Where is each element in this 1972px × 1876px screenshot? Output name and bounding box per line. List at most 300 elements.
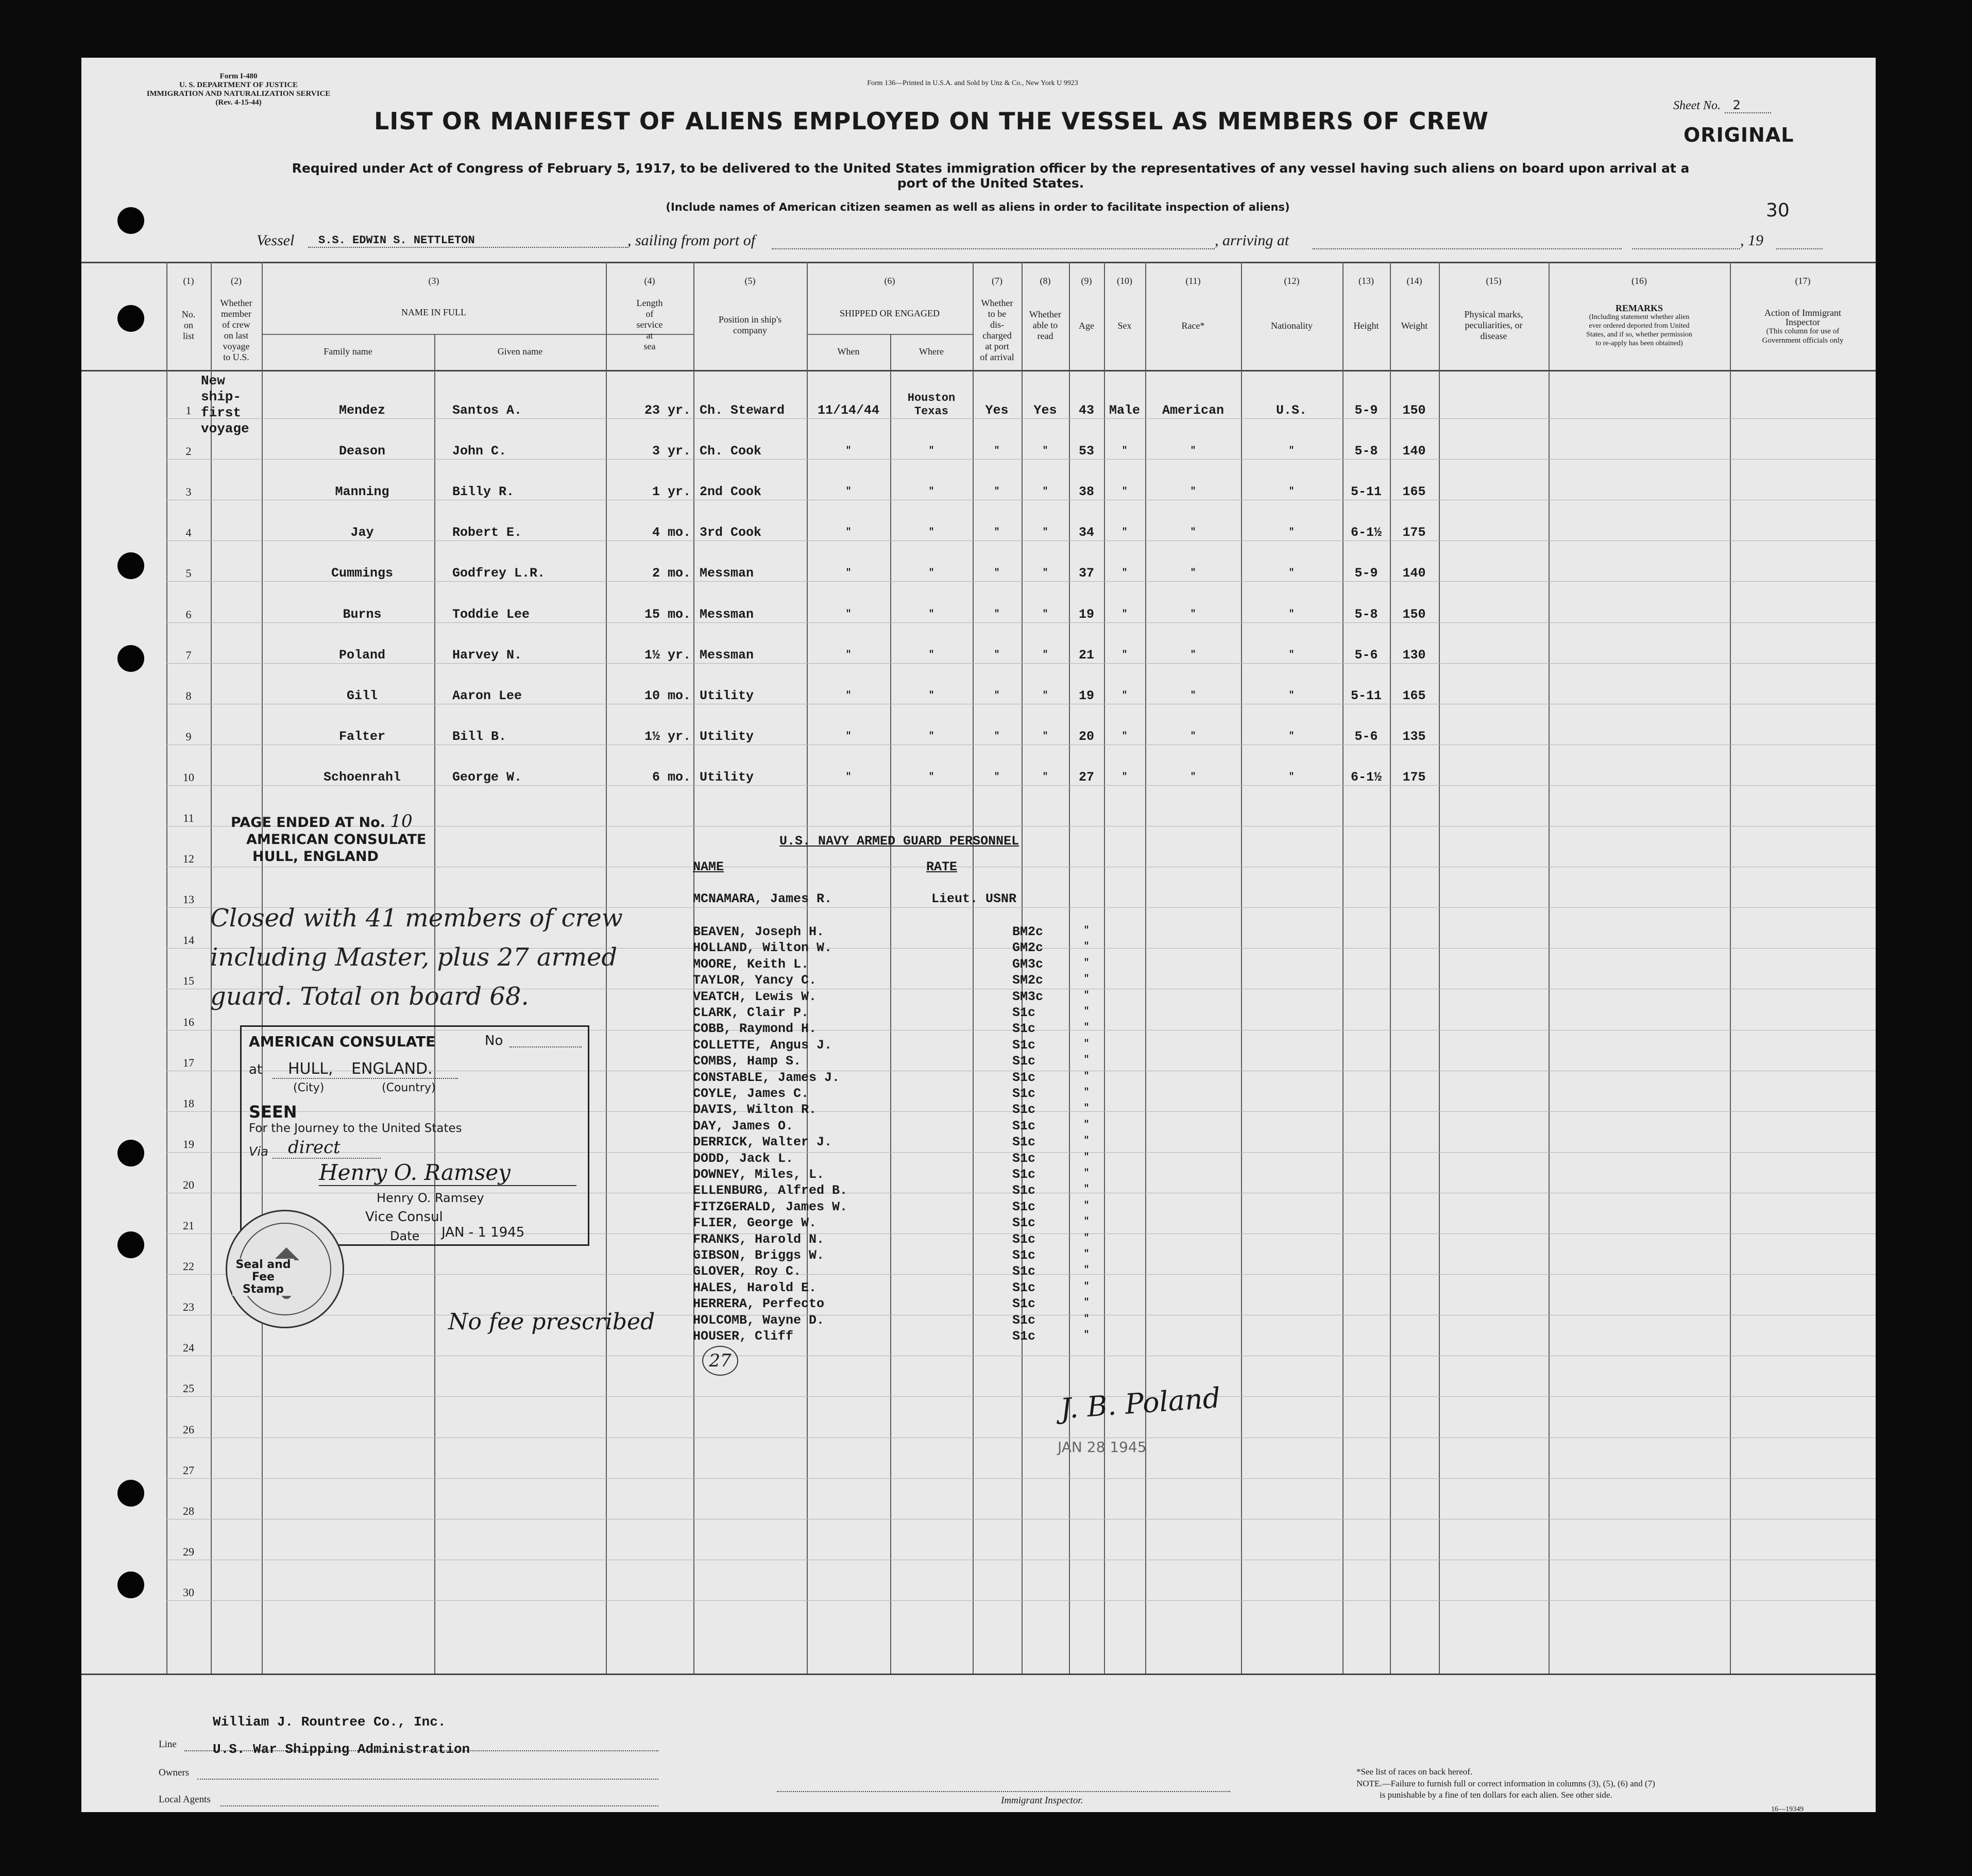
column-header-height: Height	[1353, 320, 1379, 331]
navy-member-name: BEAVEN, Joseph H.	[693, 924, 825, 939]
crew-family-name: Deason	[338, 444, 385, 459]
ditto-mark: "	[1190, 650, 1196, 660]
printer-line: Form 136—Printed in U.S.A. and Sold by Unz & Co., New York U 9923	[867, 79, 1078, 87]
ditto-mark: "	[1190, 772, 1196, 782]
crew-age: 19	[1078, 688, 1094, 703]
crew-family-name: Mendez	[338, 403, 385, 418]
row-number: 30	[183, 1586, 194, 1599]
navy-member-name: ELLENBURG, Alfred B.	[693, 1183, 848, 1198]
crew-weight: 175	[1402, 525, 1426, 540]
row-number: 24	[183, 1341, 194, 1354]
ditto-mark: "	[1042, 690, 1048, 701]
ditto-mark: "	[1121, 609, 1128, 619]
ditto-mark: "	[1083, 1201, 1090, 1211]
footer-note-line2: is punishable by a fine of ten dollars for each alien. See other side.	[1380, 1790, 1612, 1800]
vice-consul-name: Henry O. Ramsey	[377, 1191, 484, 1205]
ditto-mark: "	[1083, 1249, 1090, 1259]
ditto-mark: "	[845, 446, 852, 456]
row-rule	[166, 1396, 1876, 1397]
navy-member-rate: S1c	[1012, 1215, 1036, 1230]
navy-member-name: CONSTABLE, James J.	[693, 1070, 840, 1085]
crew-given-name: Robert E.	[452, 525, 522, 540]
ditto-mark: "	[1083, 1103, 1090, 1113]
ditto-mark: "	[928, 568, 934, 578]
navy-officer-name: MCNAMARA, James R.	[693, 891, 832, 906]
crew-weight: 140	[1402, 566, 1426, 581]
row-number: 9	[185, 730, 192, 743]
form-title: LIST OR MANIFEST OF ALIENS EMPLOYED ON THE VESSEL AS MEMBERS OF CREW	[373, 107, 1489, 135]
footer-line-label: Line	[159, 1739, 177, 1750]
crew-age: 27	[1078, 770, 1094, 785]
year-label: , 19	[1740, 232, 1763, 249]
punch-hole	[117, 1231, 144, 1258]
row-number: 10	[183, 771, 194, 784]
ditto-mark: "	[1288, 609, 1295, 619]
navy-member-name: COYLE, James C.	[693, 1086, 809, 1101]
row-number: 3	[185, 485, 192, 498]
page-ended-consulate: AMERICAN CONSULATE	[246, 832, 427, 848]
row-number: 2	[185, 445, 192, 458]
crew-height: 5-9	[1354, 566, 1378, 581]
crew-given-name: Santos A.	[452, 403, 522, 418]
crew-where-city: Houston	[907, 392, 956, 404]
crew-service-length: 1 yr.	[652, 484, 691, 499]
footer-owners-rule	[197, 1779, 658, 1780]
ditto-mark: "	[1288, 446, 1295, 456]
column-header-name: NAME IN FULL	[401, 307, 466, 317]
ditto-mark: "	[1083, 990, 1090, 1001]
ditto-mark: "	[1083, 1168, 1090, 1178]
footer-race-note: *See list of races on back hereof.	[1356, 1767, 1473, 1777]
page-ended-number: 10	[390, 811, 413, 832]
row-rule	[166, 1478, 1876, 1479]
ditto-mark: "	[1288, 772, 1295, 782]
consulate-country: ENGLAND.	[351, 1060, 433, 1078]
crew-service-length: 3 yr.	[652, 444, 691, 459]
punch-hole	[117, 1571, 144, 1598]
ditto-mark: "	[1121, 650, 1128, 660]
crew-age: 34	[1078, 525, 1094, 540]
column-header-list-no: No. on list	[181, 309, 196, 341]
vessel-name: S.S. EDWIN S. NETTLETON	[308, 234, 627, 248]
page-ended-stamp	[231, 813, 483, 865]
crew-position: Utility	[700, 688, 754, 703]
ditto-mark: "	[1121, 446, 1128, 456]
ditto-mark: "	[1083, 925, 1090, 936]
column-number: (4)	[644, 276, 655, 286]
column-number: (12)	[1284, 276, 1300, 286]
column-number: (1)	[183, 276, 194, 286]
crew-discharged: Yes	[985, 403, 1009, 418]
navy-member-name: TAYLOR, Yancy C.	[693, 973, 817, 988]
column-header-family-name: Family name	[324, 346, 372, 357]
ditto-mark: "	[845, 731, 852, 741]
crew-height: 5-11	[1350, 484, 1382, 499]
ditto-mark: "	[1083, 1233, 1090, 1243]
row-number: 15	[183, 974, 194, 987]
navy-member-name: FITZGERALD, James W.	[693, 1199, 848, 1214]
ditto-mark: "	[1083, 941, 1090, 952]
crew-service-length: 2 mo.	[652, 566, 691, 581]
row-rule	[166, 622, 1876, 623]
navy-member-name: HALES, Harold E.	[693, 1280, 817, 1295]
ditto-mark: "	[1083, 1281, 1090, 1292]
ditto-mark: "	[994, 772, 1000, 782]
navy-member-rate: S1c	[1012, 1070, 1036, 1085]
row-number: 1	[185, 404, 192, 417]
consulate-stamp-title: AMERICAN CONSULATE	[249, 1033, 436, 1050]
crew-given-name: Harvey N.	[452, 648, 522, 663]
crew-age: 21	[1078, 648, 1094, 663]
row-number: 29	[183, 1545, 194, 1558]
crew-weight: 135	[1402, 729, 1426, 744]
row-number: 23	[183, 1300, 194, 1313]
crew-given-name: John C.	[452, 444, 507, 459]
vessel-label: Vessel	[257, 232, 295, 249]
ditto-mark: "	[928, 731, 934, 741]
ditto-mark: "	[1190, 446, 1196, 456]
row-number: 16	[183, 1016, 194, 1028]
navy-member-name: HOLCOMB, Wayne D.	[693, 1313, 825, 1328]
sailing-label: , sailing from port of	[627, 232, 756, 249]
row-number: 7	[185, 649, 192, 662]
ditto-mark: "	[1083, 1071, 1090, 1081]
crew-sex: Male	[1109, 403, 1140, 418]
navy-member-rate: S1c	[1012, 1199, 1036, 1214]
navy-member-name: COMBS, Hamp S.	[693, 1054, 802, 1069]
ditto-mark: "	[1042, 650, 1048, 660]
navy-member-name: DERRICK, Walter J.	[693, 1135, 832, 1150]
navy-member-name: DAY, James O.	[693, 1119, 794, 1134]
ditto-mark: "	[1121, 772, 1128, 782]
column-number: (14)	[1406, 276, 1422, 286]
row-number: 5	[185, 567, 192, 580]
column-number: (11)	[1185, 276, 1201, 286]
seen-label: SEEN	[249, 1102, 297, 1122]
crew-position: Ch. Cook	[700, 444, 762, 459]
row-number: 18	[183, 1097, 194, 1110]
table-top-rule	[81, 262, 1876, 263]
manifest-sheet	[81, 58, 1876, 1812]
ditto-mark: "	[1190, 527, 1196, 537]
ditto-mark: "	[928, 527, 934, 537]
no-fee-note: No fee prescribed	[448, 1309, 655, 1335]
ditto-mark: "	[994, 731, 1000, 741]
crew-weight: 150	[1402, 403, 1426, 418]
navy-member-name: FRANKS, Harold N.	[693, 1232, 825, 1247]
row-number: 26	[183, 1423, 194, 1436]
crew-service-length: 15 mo.	[644, 607, 691, 622]
crew-given-name: Godfrey L.R.	[452, 566, 546, 581]
stamp-date-value: JAN - 1 1945	[441, 1225, 525, 1240]
country-caption: (Country)	[382, 1081, 436, 1094]
crew-position: Messman	[700, 607, 754, 622]
row-number: 22	[183, 1260, 194, 1273]
ditto-mark: "	[1042, 609, 1048, 619]
sheet-number-field	[1673, 98, 1802, 113]
crew-age: 19	[1078, 607, 1094, 622]
crew-position: 3rd Cook	[700, 525, 762, 540]
ditto-mark: "	[1121, 486, 1128, 497]
ditto-mark: "	[928, 486, 934, 497]
column-number: (13)	[1358, 276, 1374, 286]
navy-member-name: CLARK, Clair P.	[693, 1005, 809, 1020]
crew-height: 6-1½	[1350, 525, 1382, 540]
crew-when: 11/14/44	[817, 403, 880, 418]
navy-member-rate: SM2c	[1012, 973, 1044, 988]
navy-member-rate: S1c	[1012, 1038, 1036, 1053]
ditto-mark: "	[994, 690, 1000, 701]
crew-family-name: Cummings	[331, 566, 394, 581]
navy-member-rate: S1c	[1012, 1264, 1036, 1279]
ditto-mark: "	[1083, 1184, 1090, 1194]
year-field	[1776, 248, 1823, 249]
punch-hole	[117, 305, 144, 332]
ditto-mark: "	[1083, 1297, 1090, 1308]
column-rule	[973, 262, 974, 1674]
ditto-mark: "	[845, 772, 852, 782]
consulate-seal	[226, 1210, 344, 1328]
crew-where-state: Texas	[914, 405, 948, 418]
column-header-where: Where	[919, 346, 944, 357]
table-bottom-rule	[81, 1674, 1876, 1675]
row-rule	[166, 785, 1876, 786]
form-revision: (Rev. 4-15-44)	[215, 98, 262, 107]
navy-member-name: MOORE, Keith L.	[693, 957, 809, 972]
navy-member-rate: SM3c	[1012, 989, 1044, 1004]
row-number: 14	[183, 934, 194, 947]
requirement-line: Required under Act of Congress of February 5, 1917, to be delivered to the United States immigration officer by the representatives of any vessel having such aliens on board upon arrival at a	[292, 161, 1690, 176]
column-header-read: Whether able to read	[1029, 309, 1061, 341]
ditto-mark: "	[1083, 1330, 1090, 1340]
column-header-position: Position in ship's company	[718, 314, 782, 335]
row-number: 21	[183, 1219, 194, 1232]
ditto-mark: "	[1083, 1216, 1090, 1227]
crew-given-name: George W.	[452, 770, 522, 785]
crew-age: 53	[1078, 444, 1094, 459]
footer-agents-rule	[220, 1805, 658, 1806]
crew-position: Utility	[700, 729, 754, 744]
navy-member-rate: S1c	[1012, 1119, 1036, 1134]
column-number: (9)	[1081, 276, 1092, 286]
sheet-number: 2	[1725, 98, 1771, 113]
ditto-mark: "	[1083, 1265, 1090, 1275]
ditto-mark: "	[1288, 731, 1295, 741]
column-header-sex: Sex	[1117, 320, 1132, 331]
crew-family-name: Manning	[335, 484, 389, 499]
row-number: 6	[185, 608, 192, 621]
row-rule	[166, 459, 1876, 460]
crew-service-length: 1½ yr.	[644, 648, 691, 663]
crew-service-length: 4 mo.	[652, 525, 691, 540]
navy-member-rate: S1c	[1012, 1102, 1036, 1117]
ditto-mark: "	[1042, 568, 1048, 578]
service-name: IMMIGRATION AND NATURALIZATION SERVICE	[146, 90, 331, 98]
footer-form-code: 16—19349	[1771, 1805, 1804, 1813]
navy-name-header: NAME	[693, 859, 724, 874]
arriving-label: , arriving at	[1215, 232, 1289, 249]
navy-officer-rate: Lieut. USNR	[931, 891, 1017, 906]
navy-member-rate: S1c	[1012, 1054, 1036, 1069]
crew-age: 37	[1078, 566, 1094, 581]
ditto-mark: "	[928, 690, 934, 701]
navy-member-name: HERRERA, Perfecto	[693, 1296, 825, 1311]
crew-height: 5-11	[1350, 688, 1382, 703]
navy-member-name: DOWNEY, Miles, L.	[693, 1167, 825, 1182]
row-number: 13	[183, 893, 194, 906]
navy-member-name: COLLETTE, Angus J.	[693, 1038, 832, 1053]
form-instruction: (Include names of American citizen seamen as well as aliens in order to facilitate inspection of aliens)	[666, 201, 1290, 213]
page-count: 30	[1766, 200, 1790, 221]
vice-consul-title: Vice Consul	[365, 1209, 443, 1225]
column-rule	[1069, 262, 1070, 1674]
ditto-mark: "	[845, 527, 852, 537]
row-number: 11	[183, 812, 194, 824]
ditto-mark: "	[1083, 1006, 1090, 1017]
ditto-mark: "	[928, 446, 934, 456]
navy-member-name: VEATCH, Lewis W.	[693, 989, 817, 1004]
navy-count-circle: 27	[702, 1346, 738, 1376]
ditto-mark: "	[845, 486, 852, 497]
form-requirement	[154, 161, 1828, 191]
column-number: (15)	[1486, 276, 1502, 286]
row-number: 19	[183, 1138, 194, 1151]
ditto-mark: "	[1121, 731, 1128, 741]
ditto-mark: "	[1121, 568, 1128, 578]
row-rule	[166, 663, 1876, 664]
ditto-mark: "	[994, 446, 1000, 456]
ditto-mark: "	[1083, 1152, 1090, 1162]
crew-weight: 130	[1402, 648, 1426, 663]
ditto-mark: "	[1083, 1120, 1090, 1130]
ditto-mark: "	[994, 486, 1000, 497]
row-rule	[166, 418, 1876, 419]
sailing-port-field	[772, 248, 1215, 249]
department-name: U. S. DEPARTMENT OF JUSTICE	[179, 81, 298, 89]
column-rule	[1730, 262, 1731, 1674]
vice-consul-signature: Henry O. Ramsey	[319, 1160, 576, 1186]
ditto-mark: "	[1190, 486, 1196, 497]
navy-member-rate: GM3c	[1012, 957, 1044, 972]
column-rule	[890, 334, 891, 1674]
page-ended-city: HULL, ENGLAND	[252, 849, 379, 865]
received-date-stamp: JAN 28 1945	[1058, 1439, 1147, 1456]
column-number: (7)	[992, 276, 1002, 286]
crew-family-name: Poland	[338, 648, 385, 663]
ditto-mark: "	[1083, 1055, 1090, 1065]
ditto-mark: "	[1042, 486, 1048, 497]
navy-member-rate: S1c	[1012, 1248, 1036, 1263]
column-header-age: Age	[1079, 320, 1094, 331]
row-rule	[166, 540, 1876, 541]
column-number: (6)	[884, 276, 895, 286]
ditto-mark: "	[1042, 731, 1048, 741]
ditto-mark: "	[1121, 690, 1128, 701]
crew-weight: 140	[1402, 444, 1426, 459]
column-rule	[1390, 262, 1391, 1674]
row-rule	[166, 581, 1876, 582]
crew-given-name: Aaron Lee	[452, 688, 522, 703]
ditto-mark: "	[1288, 568, 1295, 578]
inspector-signature: J. B. Poland	[1059, 1381, 1222, 1425]
navy-member-rate: S1c	[1012, 1086, 1036, 1101]
navy-member-rate: S1c	[1012, 1167, 1036, 1182]
column-number: (8)	[1040, 276, 1051, 286]
navy-member-name: FLIER, George W.	[693, 1215, 817, 1230]
navy-member-rate: S1c	[1012, 1329, 1036, 1344]
crew-position: Messman	[700, 648, 754, 663]
column-number: (16)	[1631, 276, 1647, 286]
ditto-mark: "	[1042, 446, 1048, 456]
navy-member-rate: S1c	[1012, 1183, 1036, 1198]
ditto-mark: "	[1190, 731, 1196, 741]
navy-member-rate: BM2c	[1012, 924, 1044, 939]
crew-family-name: Schoenrahl	[323, 770, 401, 785]
arrival-date-field	[1632, 248, 1740, 249]
navy-member-rate: S1c	[1012, 1280, 1036, 1295]
footer-owners-value: U.S. War Shipping Administration	[213, 1742, 470, 1757]
ditto-mark: "	[1288, 486, 1295, 497]
column-header-race: Race*	[1181, 320, 1205, 331]
form-number: Form I-480	[219, 72, 258, 80]
row-number: 12	[183, 852, 194, 865]
column-rule	[1549, 262, 1550, 1674]
ditto-mark: "	[1083, 1314, 1090, 1324]
handwritten-crew-total: Closed with 41 members of crew including Master, plus 27 armed guard. Total on board 68.	[210, 904, 623, 1011]
crew-weight: 150	[1402, 607, 1426, 622]
crew-service-length: 1½ yr.	[644, 729, 691, 744]
row-number: 20	[183, 1178, 194, 1191]
navy-member-rate: S1c	[1012, 1313, 1036, 1328]
column-number: (3)	[428, 276, 439, 286]
column-rule	[1342, 262, 1344, 1674]
navy-member-name: HOLLAND, Wilton W.	[693, 940, 832, 955]
navy-member-rate: S1c	[1012, 1021, 1036, 1036]
footer-agents-label: Local Agents	[159, 1794, 211, 1805]
navy-member-rate: S1c	[1012, 1151, 1036, 1166]
crew-race: American	[1162, 403, 1225, 418]
navy-member-rate: S1c	[1012, 1005, 1036, 1020]
crew-height: 5-8	[1354, 607, 1378, 622]
column-header-nationality: Nationality	[1271, 320, 1313, 331]
ditto-mark: "	[1042, 772, 1048, 782]
ditto-mark: "	[1083, 1039, 1090, 1049]
column-header-physical-marks: Physical marks, peculiarities, or disease	[1464, 309, 1523, 341]
punch-hole	[117, 1480, 144, 1507]
consulate-city: HULL,	[288, 1060, 333, 1078]
column-number: (2)	[231, 276, 242, 286]
row-number: 27	[183, 1464, 194, 1477]
ditto-mark: "	[1288, 690, 1295, 701]
navy-heading: U.S. NAVY ARMED GUARD PERSONNEL	[779, 834, 1019, 849]
journey-label: For the Journey to the United States	[249, 1122, 462, 1135]
sheet-label: Sheet No.	[1673, 99, 1721, 112]
column-number: (5)	[744, 276, 756, 286]
ditto-mark: "	[845, 568, 852, 578]
crew-service-length: 10 mo.	[644, 688, 691, 703]
crew-age: 43	[1078, 403, 1094, 418]
navy-member-name: DODD, Jack L.	[693, 1151, 794, 1166]
crew-position: 2nd Cook	[700, 484, 762, 499]
crew-family-name: Jay	[350, 525, 374, 540]
footer-inspector-label: Immigrant Inspector.	[1001, 1795, 1083, 1806]
navy-member-name: DAVIS, Wilton R.	[693, 1102, 817, 1117]
ditto-mark: "	[928, 609, 934, 619]
crew-family-name: Burns	[343, 607, 382, 622]
crew-age: 20	[1078, 729, 1094, 744]
ditto-mark: "	[1190, 568, 1196, 578]
crew-service-length: 23 yr.	[644, 403, 691, 418]
